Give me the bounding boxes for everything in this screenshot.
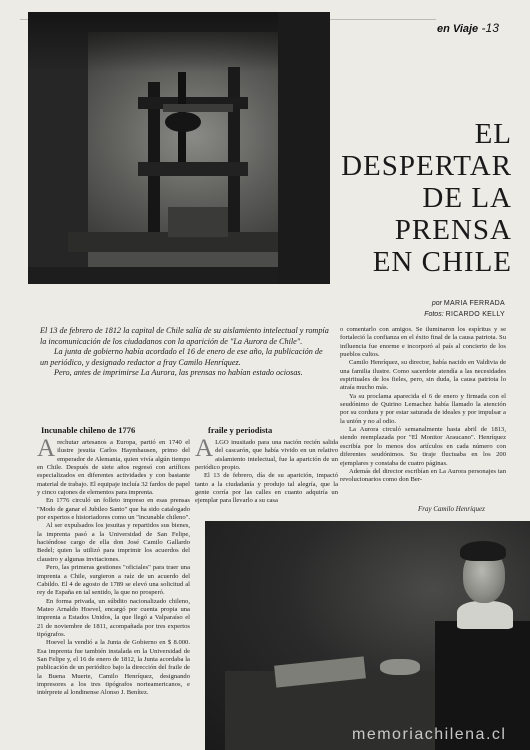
body-paragraph: Pero, las primeras gestiones "oficiales" para traer una imprenta a Chile, surgieron a raíz de un acuerdo del Cabildo. El 4 de agosto de 1789 se elevó una solicitud al rey de España en tal sentido, la que no prosperó. xyxy=(37,564,190,597)
page-number: 13 xyxy=(485,21,499,35)
body-paragraph: Al ser expulsados los jesuitas y repartidos sus bienes, la imprenta pasó a la Universidad de San Felipe, haciéndose cargo de ella don José Camilo Gallardo Bedel; quien la utilizó para imprimir los acuerdos del claustro y algunas invitaciones. xyxy=(37,522,190,563)
watermark: memoriachilena.cl xyxy=(352,726,507,743)
column-left xyxy=(37,435,190,698)
drop-cap: A xyxy=(37,435,56,462)
body-paragraph: La Aurora circuló semanalmente hasta abril de 1813, siendo reemplazada por "El Monitor Araucano". Henríquez escribía por lo menos dos artículos en cada número con diferentes seudónimos. Su tiraje fluctuaba en los 200 ejemplares y constaba de cuatro páginas. xyxy=(340,426,506,467)
body-paragraph: o comentarlo con amigos. Se iluminaron los espíritus y se fortaleció la confianza en el éxito final de la causa patriota. Su influencia fue enorme e incorporó al país al concierto de los pueblos cultos. xyxy=(340,326,506,359)
drop-cap: A xyxy=(195,435,214,462)
article-credits xyxy=(375,298,505,320)
section-heading: fraile y periodista xyxy=(208,425,273,435)
intro-paragraph: El 13 de febrero de 1812 la capital de Chile salía de su aislamiento intelectual y rompía la incomunicación de los ciudadanos con la aparición de "La Aurora de Chile". xyxy=(40,326,329,346)
body-paragraph: Camilo Henríquez, su director, había nacido en Valdivia de una familia ilustre. Como sacerdote atendía a las necesidades espirituales de los fieles, pero, sin duda, la causa patriota lo atraía mucho más. xyxy=(340,359,506,392)
column-middle xyxy=(195,435,338,506)
body-paragraph: El 13 de febrero, día de su aparición, impactó tanto a la ciudadanía y produjo tal alegría, que la gente corría por las calles en cuanto adquiría un ejemplar para llevarlo a su casa xyxy=(195,472,338,505)
body-paragraph: rechutar artesanos a Europa, partió en 1740 el ilustre jesuita Carlos Haymhausen, primo del emperador de Alemania, quien vivía algún tiempo en Chile. Después de siete años regresó con artífices especializados en diferentes actividades y con bastante material de trabajo. El equipaje incluía 32 fardos de papel y cinco cajones de elementos para imprenta. xyxy=(37,439,190,497)
photo-prefix: Fotos: xyxy=(424,311,444,318)
author-prefix: por xyxy=(431,300,442,307)
photographer-name: RICARDO KELLY xyxy=(445,311,505,318)
body-paragraph: LGO inusitado para una nación recién salida del cascarón, que había vivido en un relativo aislamiento intelectual, fue la aparición de un periódico propio. xyxy=(195,439,338,472)
body-paragraph: Además del director escribían en La Aurora personajes tan revolucionarios como don Ber- xyxy=(340,467,506,484)
section-heading: Incunable chileno de 1776 xyxy=(41,425,136,435)
body-paragraph: En 1776 circuló un folleto impreso en esas prensas "Modo de ganar el Jubileo Santo" que ha sido catalogado por expertos e historiadores como un "incunable chileno". xyxy=(37,497,190,522)
body-paragraph: Ya su proclama aparecida el 6 de enero y firmada con el seudónimo de Quirino Lemachez había llamado la atención por su cordura y por estar saturada de ideales y por impulsar a la unión y no al odio. xyxy=(340,392,506,425)
photo-caption: Fray Camilo Henríquez xyxy=(418,505,485,513)
column-right xyxy=(340,326,506,485)
intro-paragraph: Pero, antes de imprimirse La Aurora, las prensas no habían estado ociosas. xyxy=(54,368,303,378)
author-name: MARIA FERRADA xyxy=(443,300,505,307)
body-paragraph: En forma privada, un súbdito nacionalizado chileno, Mateo Arnaldo Hoevel, encargó por cuenta propia una imprenta a Estados Unidos, la que llegó a Valparaíso el 21 de noviembre de 1811, acompañada por tres expertos tipógrafos. xyxy=(37,597,190,638)
printing-press-photo xyxy=(28,12,330,284)
body-paragraph: Hoevel la vendió a la Junta de Gobierno en $ 8.000. Esa imprenta fue también instalada en la Universidad de San Felipe y, el 16 de enero de 1812, la Junta acordaba la publicación de un periódico bajo la dirección del fraile de la Buena Muerte, Camilo Henríquez, designando impresores a los tres tipógrafos norteamericanos, e intérprete al londinense Alonso J. Benítez. xyxy=(37,639,190,697)
page-header: en Viaje -13 xyxy=(437,21,499,35)
article-title: EL DESPERTAR DE LA PRENSA EN CHILE xyxy=(341,118,512,278)
article-intro xyxy=(40,326,332,379)
intro-paragraph: La junta de gobierno había acordado el 16 de enero de ese año, la publicación de un periódico, y designado redactor a fray Camilo Henríquez. xyxy=(40,347,323,367)
portrait-photo xyxy=(205,521,530,750)
section-label: en Viaje xyxy=(437,23,479,35)
